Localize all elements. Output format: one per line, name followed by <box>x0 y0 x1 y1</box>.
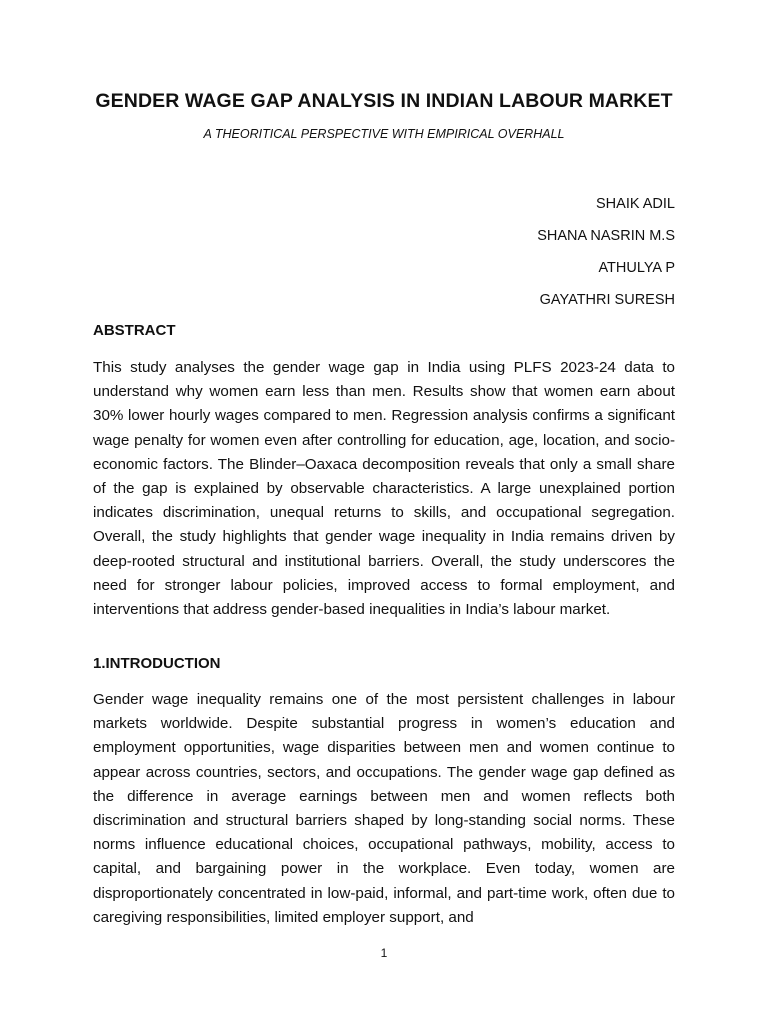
author-name: SHANA NASRIN M.S <box>537 228 675 244</box>
abstract-paragraph: This study analyses the gender wage gap in India using PLFS 2023-24 data to understand why women earn less than men. Results show that women earn about 30% lower hourly wages compared to men. Regression analysis confirms a significant wage penalty for women even after controlling for education, age, location, and socio-economic factors. The Blinder–Oaxaca decomposition reveals that only a small share of the gap is explained by observable characteristics. A large unexplained portion indicates discrimination, unequal returns to skills, and occupational segregation. Overall, the study highlights that gender wage inequality in India remains driven by deep-rooted structural and institutional barriers. Overall, the study underscores the need for stronger labour policies, improved access to formal employment, and interventions that address gender-based inequalities in India’s labour market. <box>93 359 675 619</box>
paper-subtitle: A THEORITICAL PERSPECTIVE WITH EMPIRICAL OVERHALL <box>203 127 565 141</box>
introduction-paragraph: Gender wage inequality remains one of the most persistent challenges in labour markets worldwide. Despite substantial progress in women’s education and employment opportunities, wage disparities between men and women continue to appear across countries, sectors, and occupations. The gender wage gap defined as the difference in average earnings between men and women reflects both discrimination and structural barriers shaped by long-standing social norms. These norms influence educational choices, occupational pathways, mobility, access to capital, and bargaining power in the workplace. Even today, women are disproportionately concentrated in low-paid, informal, and part-time work, often due to caregiving responsibilities, limited employer support, and <box>93 691 675 926</box>
introduction-heading: 1.INTRODUCTION <box>93 655 221 672</box>
author-name: ATHULYA P <box>598 260 675 276</box>
page-number: 1 <box>380 946 388 960</box>
abstract-heading: ABSTRACT <box>93 322 176 339</box>
author-name: GAYATHRI SURESH <box>539 292 675 308</box>
author-list <box>537 193 675 321</box>
author-name: SHAIK ADIL <box>596 196 675 212</box>
paper-title: GENDER WAGE GAP ANALYSIS IN INDIAN LABOUR MARKET <box>95 90 673 112</box>
